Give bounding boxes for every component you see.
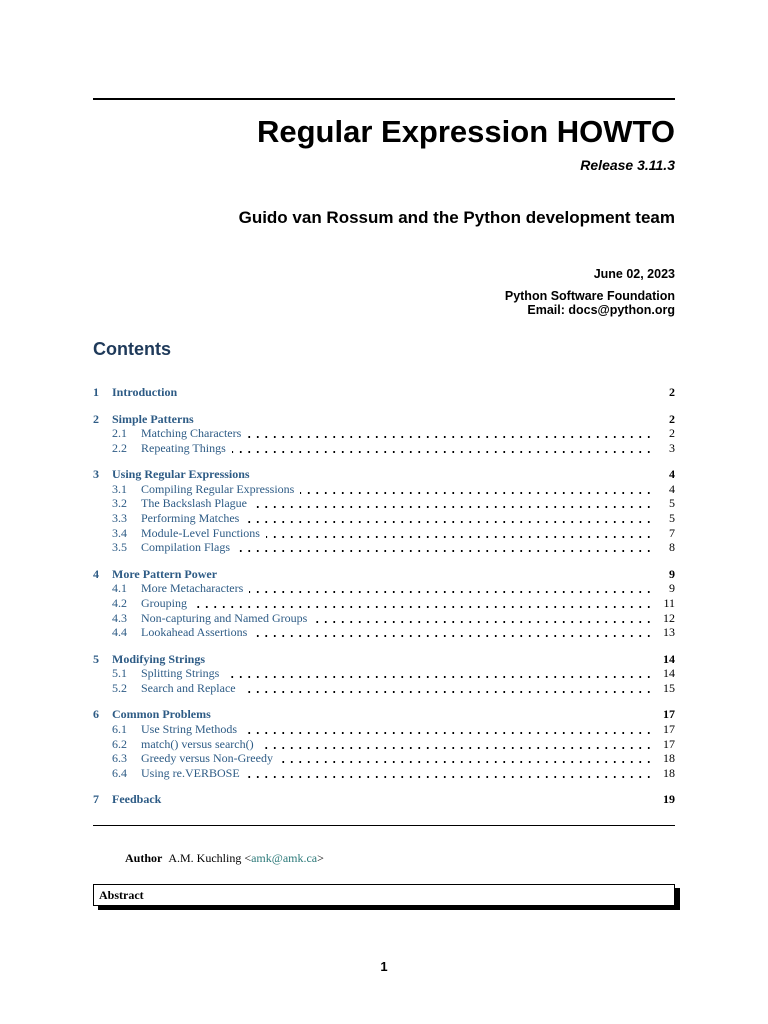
toc-subsection-entry[interactable]	[93, 581, 675, 596]
toc-subsection-entry[interactable]	[93, 596, 675, 611]
author-field-label: Author	[125, 851, 163, 865]
document-title: Regular Expression HOWTO	[256, 114, 675, 149]
toc-dot-leader	[236, 550, 653, 552]
toc-entry-number: 3.2	[112, 496, 127, 511]
toc-section-entry[interactable]	[93, 385, 675, 400]
toc-dot-leader	[253, 635, 653, 637]
toc-entry-link[interactable]: Compiling Regular Expressions	[141, 481, 295, 496]
toc-entry-number: 4.3	[112, 610, 127, 625]
toc-entry-page: 9	[669, 566, 675, 581]
document-email: Email: docs@python.org	[527, 303, 675, 317]
page-number: 1	[380, 959, 388, 974]
toc-subsection-entry[interactable]	[93, 441, 675, 456]
document-authors: Guido van Rossum and the Python development team	[238, 208, 675, 227]
document-organization: Python Software Foundation	[504, 289, 675, 303]
toc-entry-page: 12	[663, 610, 675, 625]
toc-subsection-entry[interactable]	[93, 681, 675, 696]
toc-entry-number: 2	[93, 411, 99, 426]
toc-entry-number: 7	[93, 792, 99, 807]
toc-entry-number: 4.1	[112, 581, 127, 596]
toc-entry-link[interactable]: More Pattern Power	[112, 566, 218, 581]
toc-section-entry[interactable]	[93, 567, 675, 582]
toc-entry-page: 2	[669, 385, 675, 399]
toc-entry-page: 11	[663, 595, 675, 610]
toc-dot-leader	[246, 776, 653, 778]
author-email-closing: >	[317, 851, 324, 865]
toc-entry-link[interactable]: Common Problems	[112, 707, 211, 722]
toc-dot-leader	[300, 492, 653, 494]
toc-entry-link[interactable]: Repeating Things	[141, 440, 226, 455]
toc-entry-link[interactable]: More Metacharacters	[141, 581, 244, 596]
toc-subsection-entry[interactable]	[93, 526, 675, 541]
abstract-label: Abstract	[99, 888, 144, 902]
toc-dot-leader	[242, 691, 653, 693]
toc-entry-page: 4	[669, 467, 675, 482]
toc-entry-link[interactable]: Compilation Flags	[141, 540, 231, 555]
toc-entry-link[interactable]: Search and Replace	[141, 680, 236, 695]
toc-dot-leader	[253, 506, 653, 508]
toc-entry-number: 6.3	[112, 751, 127, 766]
toc-bottom-rule	[93, 825, 675, 826]
toc-entry-page: 14	[663, 651, 675, 666]
toc-entry-page: 9	[669, 581, 675, 596]
release-version: Release 3.11.3	[580, 157, 675, 173]
toc-entry-link[interactable]: Grouping	[141, 595, 187, 610]
toc-entry-page: 2	[669, 411, 675, 426]
toc-entry-number: 6.1	[112, 721, 127, 736]
toc-section-entry[interactable]	[93, 412, 675, 427]
toc-dot-leader	[245, 521, 653, 523]
toc-entry-number: 6	[93, 707, 99, 722]
toc-entry-page: 18	[663, 751, 675, 766]
toc-entry-number: 5.1	[112, 666, 127, 681]
toc-entry-link[interactable]: Lookahead Assertions	[141, 625, 248, 640]
toc-entry-page: 17	[663, 707, 675, 722]
author-field	[125, 851, 324, 866]
toc-entry-link[interactable]: Module-Level Functions	[141, 525, 260, 540]
toc-entry-page: 5	[669, 511, 675, 525]
toc-entry-page: 7	[669, 525, 675, 540]
toc-entry-number: 1	[93, 385, 99, 399]
toc-entry-number: 3.3	[112, 511, 127, 525]
toc-dot-leader	[279, 761, 653, 763]
toc-entry-link[interactable]: Matching Characters	[141, 426, 242, 441]
toc-subsection-entry[interactable]	[93, 611, 675, 626]
toc-entry-link[interactable]: Greedy versus Non-Greedy	[141, 751, 273, 766]
toc-subsection-entry[interactable]	[93, 722, 675, 737]
toc-entry-link[interactable]: The Backslash Plague	[141, 496, 247, 511]
toc-entry-number: 3.1	[112, 481, 127, 496]
toc-entry-page: 17	[663, 736, 675, 751]
toc-section-entry[interactable]	[93, 652, 675, 667]
toc-entry-link[interactable]: Non-capturing and Named Groups	[141, 610, 308, 625]
top-rule	[93, 98, 675, 100]
author-name: A.M. Kuchling <	[168, 851, 252, 865]
toc-entry-number: 2.2	[112, 440, 127, 455]
abstract-box	[93, 884, 675, 906]
toc-subsection-entry[interactable]	[93, 737, 675, 752]
toc-entry-number: 4.4	[112, 625, 127, 640]
toc-section-entry[interactable]	[93, 792, 675, 807]
toc-entry-page: 3	[669, 440, 675, 455]
toc-entry-page: 14	[663, 666, 675, 681]
toc-entry-link[interactable]: Simple Patterns	[112, 411, 194, 426]
toc-dot-leader	[260, 747, 653, 749]
toc-subsection-entry[interactable]	[93, 426, 675, 441]
toc-dot-leader	[313, 621, 653, 623]
toc-entry-number: 3	[93, 467, 99, 482]
toc-entry-page: 8	[669, 540, 675, 555]
toc-subsection-entry[interactable]	[93, 496, 675, 511]
toc-entry-page: 13	[663, 625, 675, 640]
toc-entry-number: 5	[93, 651, 99, 666]
toc-entry-link[interactable]: Introduction	[112, 385, 178, 399]
toc-subsection-entry[interactable]	[93, 751, 675, 766]
toc-section-entry[interactable]	[93, 707, 675, 722]
toc-subsection-entry[interactable]	[93, 666, 675, 681]
toc-entry-link[interactable]: match() versus search()	[141, 736, 254, 751]
toc-entry-number: 4	[93, 566, 99, 581]
toc-entry-page: 18	[663, 765, 675, 780]
toc-subsection-entry[interactable]	[93, 766, 675, 781]
toc-entry-number: 6.4	[112, 765, 127, 780]
toc-entry-link[interactable]: Performing Matches	[141, 511, 240, 525]
toc-entry-link[interactable]: Splitting Strings	[141, 666, 220, 681]
toc-subsection-entry[interactable]	[93, 511, 675, 526]
toc-entry-page: 19	[663, 792, 675, 807]
toc-entry-number: 5.2	[112, 680, 127, 695]
toc-subsection-entry[interactable]	[93, 540, 675, 555]
toc-dot-leader	[249, 591, 653, 593]
toc-entry-page: 15	[663, 680, 675, 695]
toc-entry-page: 17	[663, 721, 675, 736]
toc-entry-number: 2.1	[112, 426, 127, 441]
author-email-link[interactable]: amk@amk.ca	[251, 851, 318, 865]
toc-entry-page: 2	[669, 426, 675, 441]
contents-heading: Contents	[93, 339, 171, 359]
document-date: June 02, 2023	[593, 267, 675, 281]
toc-dot-leader	[232, 451, 653, 453]
toc-entry-link[interactable]: Using re.VERBOSE	[141, 765, 240, 780]
toc-subsection-entry[interactable]	[93, 625, 675, 640]
toc-entry-number: 6.2	[112, 736, 127, 751]
toc-entry-link[interactable]: Use String Methods	[141, 721, 237, 736]
toc-dot-leader	[247, 436, 653, 438]
toc-entry-link[interactable]: Feedback	[112, 792, 162, 807]
toc-entry-link[interactable]: Using Regular Expressions	[112, 467, 250, 482]
toc-dot-leader	[193, 606, 653, 608]
toc-entry-page: 4	[669, 481, 675, 496]
toc-entry-link[interactable]: Modifying Strings	[112, 651, 206, 666]
toc-dot-leader	[266, 536, 653, 538]
toc-section-entry[interactable]	[93, 467, 675, 482]
toc-dot-leader	[225, 676, 653, 678]
toc-entry-number: 4.2	[112, 595, 127, 610]
toc-entry-page: 5	[669, 496, 675, 511]
toc-dot-leader	[243, 732, 653, 734]
toc-entry-number: 3.5	[112, 540, 127, 555]
toc-subsection-entry[interactable]	[93, 482, 675, 497]
toc-entry-number: 3.4	[112, 525, 127, 540]
